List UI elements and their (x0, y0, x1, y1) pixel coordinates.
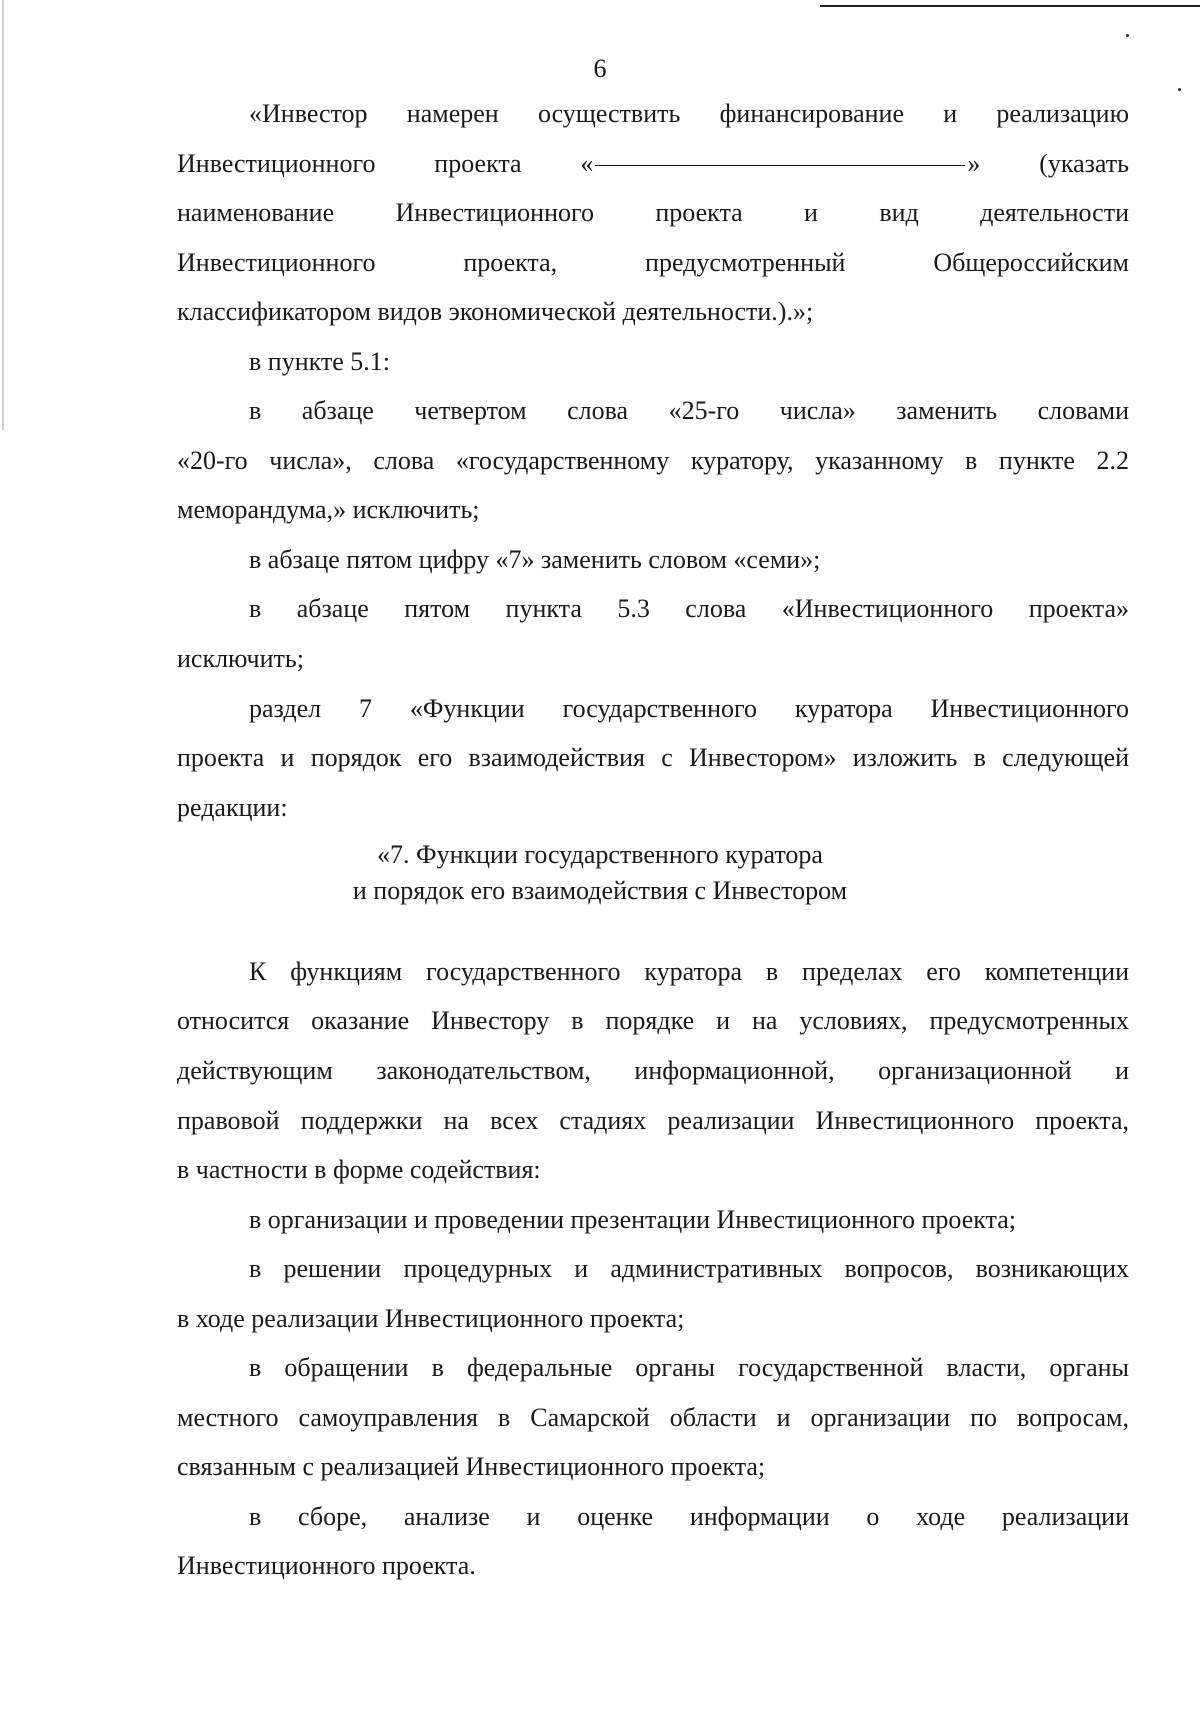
text-line: действующим законодательством, информационной, организационной и (177, 1056, 1129, 1085)
text-line: «Инвестор намерен осуществить финансирование и реализацию (249, 99, 1129, 128)
list-item: в организации и проведении презентации Инвестиционного проекта; (249, 1205, 1016, 1234)
text-line: редакции: (177, 793, 288, 822)
text-line-with-blank (177, 147, 1129, 181)
section-heading-line: и порядок его взаимодействия с Инвестором (352, 876, 848, 905)
list-item-continuation: связанным с реализацией Инвестиционного проекта; (177, 1452, 766, 1481)
scan-speck (1126, 34, 1129, 37)
text-line: в пункте 5.1: (249, 347, 391, 376)
list-item: в сборе, анализе и оценке информации о ходе реализации (249, 1502, 1129, 1531)
text-line: исключить; (177, 644, 304, 673)
text-line: меморандума,» исключить; (177, 495, 480, 524)
scan-top-rule (820, 5, 1200, 7)
text-line: Инвестиционного проекта, предусмотренный Общероссийским (177, 248, 1129, 277)
text-line: классификатором видов экономической деятельности.).»; (177, 297, 814, 326)
text-line: К функциям государственного куратора в пределах его компетенции (249, 957, 1129, 986)
list-item: в решении процедурных и административных вопросов, возникающих (249, 1254, 1129, 1283)
list-item-continuation: местного самоуправления в Самарской области и организации по вопросам, (177, 1403, 1129, 1432)
section-heading-line: «7. Функции государственного куратора (377, 840, 823, 869)
text-fragment: Инвестиционного проекта « (177, 149, 594, 178)
blank-field (595, 164, 965, 166)
text-line: правовой поддержки на всех стадиях реализации Инвестиционного проекта, (177, 1106, 1129, 1135)
text-line: в абзаце пятом пункта 5.3 слова «Инвестиционного проекта» (249, 594, 1129, 623)
list-item-continuation: Инвестиционного проекта. (177, 1551, 476, 1580)
text-line: относится оказание Инвестору в порядке и на условиях, предусмотренных (177, 1006, 1129, 1035)
text-line: «20-го числа», слова «государственному куратору, указанному в пункте 2.2 (177, 446, 1129, 475)
list-item-continuation: в ходе реализации Инвестиционного проекта; (177, 1304, 685, 1333)
text-line: в абзаце четвертом слова «25-го числа» заменить словами (249, 396, 1129, 425)
text-fragment: » (указать (967, 149, 1129, 178)
list-item: в обращении в федеральные органы государственной власти, органы (249, 1353, 1129, 1382)
text-line: проекта и порядок его взаимодействия с Инвестором» изложить в следующей (177, 743, 1129, 772)
text-line: в частности в форме содействия: (177, 1155, 541, 1184)
text-line: в абзаце пятом цифру «7» заменить словом «семи»; (249, 545, 821, 574)
scan-speck (1178, 88, 1181, 91)
text-line: наименование Инвестиционного проекта и вид деятельности (177, 198, 1129, 227)
text-line: раздел 7 «Функции государственного куратора Инвестиционного (249, 694, 1129, 723)
page-number: 6 (593, 54, 607, 83)
